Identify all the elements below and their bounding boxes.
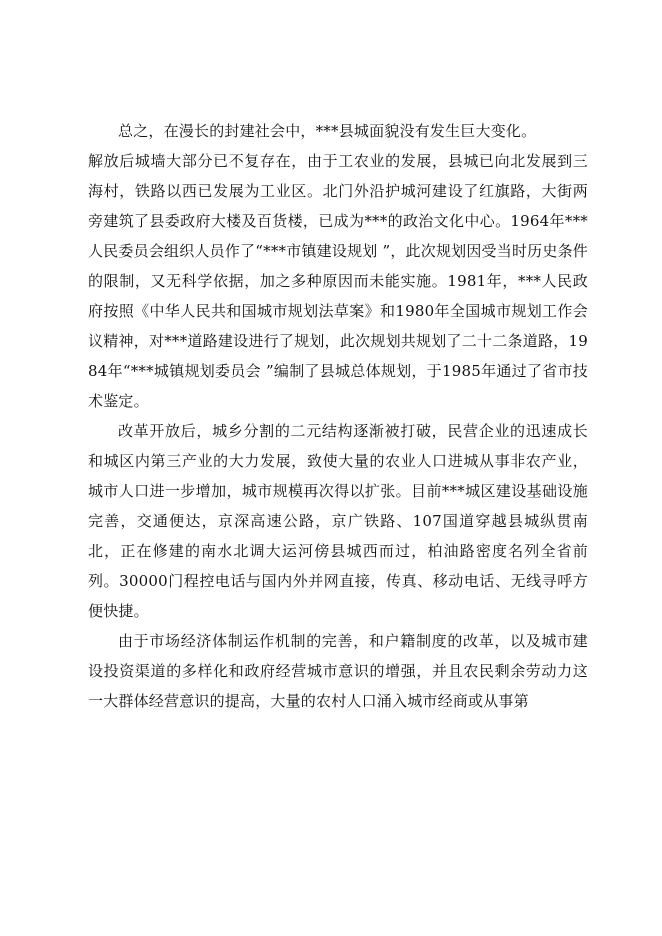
paragraph-1: 总之，在漫长的封建社会中，***县城面貌没有发生巨大变化。: [118, 122, 537, 140]
paragraph-4: 由于市场经济体制运作机制的完善，和户籍制度的改革，以及城市建设投资渠道的多样化和政府经营城市意识的增强，并且农民剩余劳动力这一大群体经营意识的提高，大量的农村人口涌入城市经商或从事第: [88, 632, 588, 710]
paragraph-2: 解放后城墙大部分已不复存在，由于工农业的发展，县城已向北发展到三海村，铁路以西已发展为工业区。北门外沿护城河建设了红旗路，大街两旁建筑了县委政府大楼及百货楼，已成为***的政治文化中心。1964年***人民委员会组织人员作了“***市镇建设规划 ”，此次规划因受当时历史条件的限制，又无科学依据，加之多种原因而未能实施。1981年，***人民政府按照《中华人民共和国城市规划法草案》和1980年全国城市规划工作会议精神，对***道路建设进行了规划，此次规划共规划了二十二条道路，1984年“***城镇规划委员会 ”编制了县城总体规划，于1985年通过了省市技术鉴定。: [88, 152, 588, 410]
document-body: [88, 116, 588, 716]
paragraph-3: 改革开放后，城乡分割的二元结构逐渐被打破，民营企业的迅速成长和城区内第三产业的大力发展，致使大量的农业人口进城从事非农产业，城市人口进一步增加，城市规模再次得以扩张。目前***城区建设基础设施完善，交通便达，京深高速公路，京广铁路、107国道穿越县城纵贯南北，正在修建的南水北调大运河傍县城西而过，柏油路密度名列全省前列。30000门程控电话与国内外并网直接，传真、移动电话、无线寻呼方便快捷。: [88, 422, 588, 620]
